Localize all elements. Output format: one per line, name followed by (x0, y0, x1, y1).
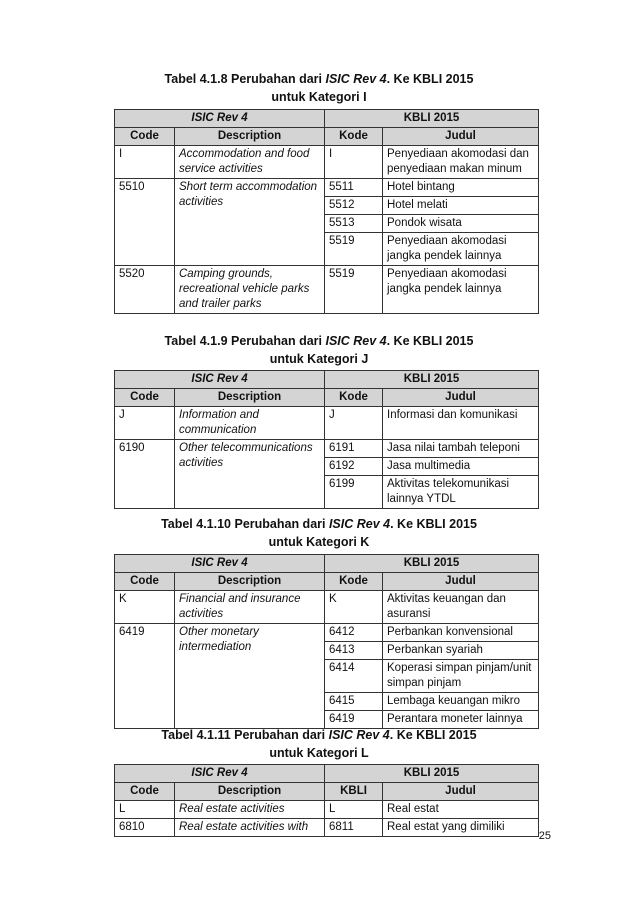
kbli-judul-cell: Aktivitas telekomunikasi lainnya YTDL (383, 476, 539, 509)
isic-description-cell: Information and communication (175, 407, 325, 440)
kbli-kode-cell: 6199 (325, 476, 383, 509)
table-row (115, 179, 539, 197)
table-row (115, 624, 539, 642)
kbli-judul-cell: Penyediaan akomodasi dan penyediaan makan minum (383, 146, 539, 179)
conversion-table-kategori-k (114, 554, 539, 729)
kbli-kode-cell: 6192 (325, 458, 383, 476)
conversion-table-kategori-l (114, 764, 539, 837)
kbli-judul-cell: Real estat (383, 801, 539, 819)
isic-description-cell: Camping grounds, recreational vehicle parks and trailer parks (175, 266, 325, 314)
group-header-isic: ISIC Rev 4 (115, 371, 325, 389)
table-caption: Tabel 4.1.10 Perubahan dari ISIC Rev 4. Ke KBLI 2015 untuk Kategori K (161, 517, 477, 549)
kbli-kode-cell: I (325, 146, 383, 179)
column-header-judul: Judul (383, 389, 539, 407)
kbli-kode-cell: 5519 (325, 233, 383, 266)
kbli-judul-cell: Real estat yang dimiliki (383, 819, 539, 837)
group-header-kbli: KBLI 2015 (325, 371, 539, 389)
table-row (115, 407, 539, 440)
isic-description-cell: Accommodation and food service activities (175, 146, 325, 179)
group-header-kbli: KBLI 2015 (325, 555, 539, 573)
group-header-row (115, 765, 539, 783)
column-header-row (115, 128, 539, 146)
conversion-table-kategori-i (114, 109, 539, 314)
kbli-kode-cell: L (325, 801, 383, 819)
column-header-kode: KBLI (325, 783, 383, 801)
kbli-kode-cell: 5519 (325, 266, 383, 314)
isic-description-cell: Other monetary intermediation (175, 624, 325, 729)
column-header-description: Description (175, 783, 325, 801)
isic-description-cell: Financial and insurance activities (175, 591, 325, 624)
kbli-kode-cell: 6414 (325, 660, 383, 693)
kbli-kode-cell: J (325, 407, 383, 440)
kbli-judul-cell: Perbankan syariah (383, 642, 539, 660)
column-header-kode: Kode (325, 389, 383, 407)
group-header-kbli: KBLI 2015 (325, 110, 539, 128)
column-header-judul: Judul (383, 783, 539, 801)
kbli-judul-cell: Penyediaan akomodasi jangka pendek lainnya (383, 233, 539, 266)
column-header-row (115, 389, 539, 407)
kbli-judul-cell: Perantara moneter lainnya (383, 711, 539, 729)
column-header-code: Code (115, 573, 175, 591)
kbli-judul-cell: Perbankan konvensional (383, 624, 539, 642)
group-header-row (115, 371, 539, 389)
kbli-kode-cell: 6191 (325, 440, 383, 458)
kbli-judul-cell: Aktivitas keuangan dan asuransi (383, 591, 539, 624)
isic-code-cell: 6190 (115, 440, 175, 509)
kbli-kode-cell: 5511 (325, 179, 383, 197)
kbli-judul-cell: Jasa multimedia (383, 458, 539, 476)
column-header-code: Code (115, 389, 175, 407)
column-header-description: Description (175, 128, 325, 146)
kbli-judul-cell: Hotel melati (383, 197, 539, 215)
column-header-row (115, 783, 539, 801)
conversion-table-kategori-j (114, 370, 539, 509)
kbli-judul-cell: Koperasi simpan pinjam/unit simpan pinjam (383, 660, 539, 693)
page-number: 25 (538, 830, 551, 842)
column-header-kode: Kode (325, 573, 383, 591)
column-header-description: Description (175, 389, 325, 407)
kbli-kode-cell: 6412 (325, 624, 383, 642)
kbli-kode-cell: 6419 (325, 711, 383, 729)
isic-description-cell: Real estate activities (175, 801, 325, 819)
kbli-kode-cell: 5512 (325, 197, 383, 215)
group-header-row (115, 555, 539, 573)
isic-description-cell: Other telecommunications activities (175, 440, 325, 509)
isic-code-cell: 6419 (115, 624, 175, 729)
column-header-code: Code (115, 128, 175, 146)
group-header-isic: ISIC Rev 4 (115, 110, 325, 128)
column-header-description: Description (175, 573, 325, 591)
kbli-judul-cell: Pondok wisata (383, 215, 539, 233)
kbli-judul-cell: Hotel bintang (383, 179, 539, 197)
isic-code-cell: J (115, 407, 175, 440)
column-header-judul: Judul (383, 128, 539, 146)
isic-description-cell: Short term accommodation activities (175, 179, 325, 266)
column-header-row (115, 573, 539, 591)
kbli-kode-cell: 6415 (325, 693, 383, 711)
table-caption: Tabel 4.1.8 Perubahan dari ISIC Rev 4. Ke KBLI 2015 untuk Kategori I (164, 72, 474, 104)
kbli-judul-cell: Penyediaan akomodasi jangka pendek lainnya (383, 266, 539, 314)
isic-code-cell: K (115, 591, 175, 624)
kbli-kode-cell: 6413 (325, 642, 383, 660)
kbli-kode-cell: 5513 (325, 215, 383, 233)
table-row (115, 146, 539, 179)
table-row (115, 266, 539, 314)
group-header-isic: ISIC Rev 4 (115, 555, 325, 573)
kbli-judul-cell: Informasi dan komunikasi (383, 407, 539, 440)
column-header-judul: Judul (383, 573, 539, 591)
kbli-judul-cell: Jasa nilai tambah teleponi (383, 440, 539, 458)
isic-code-cell: 6810 (115, 819, 175, 837)
isic-code-cell: 5520 (115, 266, 175, 314)
kbli-kode-cell: K (325, 591, 383, 624)
group-header-isic: ISIC Rev 4 (115, 765, 325, 783)
kbli-judul-cell: Lembaga keuangan mikro (383, 693, 539, 711)
column-header-code: Code (115, 783, 175, 801)
group-header-kbli: KBLI 2015 (325, 765, 539, 783)
isic-code-cell: 5510 (115, 179, 175, 266)
table-caption: Tabel 4.1.11 Perubahan dari ISIC Rev 4. Ke KBLI 2015 untuk Kategori L (161, 728, 477, 760)
isic-code-cell: L (115, 801, 175, 819)
table-row (115, 591, 539, 624)
group-header-row (115, 110, 539, 128)
table-row (115, 440, 539, 458)
table-caption: Tabel 4.1.9 Perubahan dari ISIC Rev 4. Ke KBLI 2015 untuk Kategori J (164, 334, 474, 366)
isic-code-cell: I (115, 146, 175, 179)
column-header-kode: Kode (325, 128, 383, 146)
kbli-kode-cell: 6811 (325, 819, 383, 837)
table-row (115, 819, 539, 837)
table-row (115, 801, 539, 819)
isic-description-cell: Real estate activities with (175, 819, 325, 837)
